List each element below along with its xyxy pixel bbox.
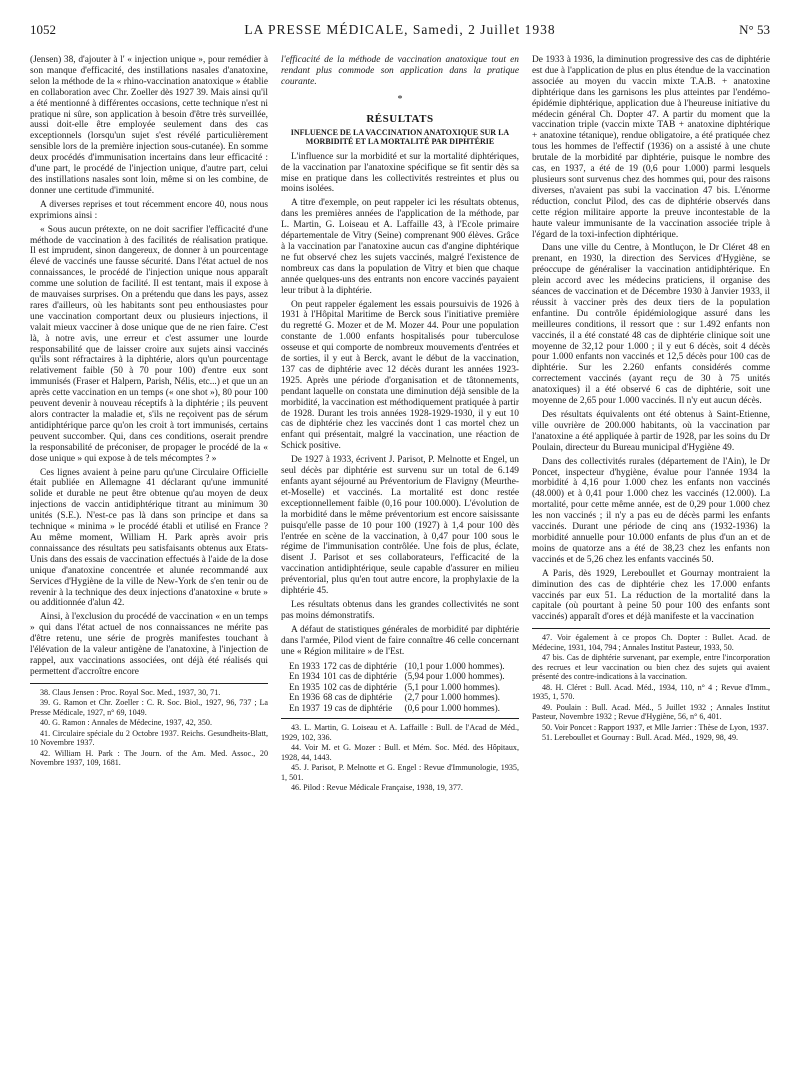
table-cell: 172 cas de diphtérie bbox=[323, 660, 397, 671]
section-separator: * bbox=[397, 93, 403, 105]
table-row bbox=[289, 661, 515, 672]
footnote: 47 bis. Cas de diphtérie survenant, par exemple, entre l'incorporation des recrues et leur vaccination ou bien chez des sujets qui avaient présenté des contre-indications à la vaccination. bbox=[532, 653, 770, 682]
table-cell: (5,94 pour 1.000 hommes). bbox=[404, 671, 505, 681]
footnote: 49. Poulain : Bull. Acad. Méd., 5 Juillet 1932 ; Annales Institut Pasteur, Novembre 1932 ; Revue d'Hygiène, 56, n° 6, 401. bbox=[532, 702, 770, 722]
table-cell: En 1933 bbox=[289, 660, 320, 671]
table-cell: 102 cas de diphtérie bbox=[323, 681, 397, 692]
table-cell: 19 cas de diphtérie bbox=[323, 702, 393, 713]
footnote: 41. Circulaire spéciale du 2 Octobre 1937. Reichs. Gesundheits-Blatt, 10 Novembre 1937. bbox=[30, 728, 268, 748]
quote-paragraph: « Sous aucun prétexte, on ne doit sacrifier l'efficacité d'une méthode de vaccination à des facilités de réalisation pratique. Il est imprudent, sinon dangereux, de donner à un pourcentage élevé de vaccinés une fausse sécurité. Dans l'état actuel de nos connaissances, le procédé de l'injection unique nous apparaît comme une solution de facilité. Il est tentant, mais il expose à de mauvaises surprises. On a prétendu que dans les pays, assez rares d'ailleurs, où les habitants sont peu enthousiastes pour une vaccination comportant deux ou plusieurs injections, il valait mieux vacciner à dose unique que de ne rien faire. C'est là, à notre avis, une erreur et c'est assumer une lourde responsabilité que de laisser croire aux sujets ainsi vaccinés qu'ils sont réfractaires à la diphtérie, alors qu'un pourcentage relativement faible (50 à 70 pour 100) d'entre eux sont immunisés (Fraser et Halpern, Parish, Nélis, etc...) et que un an après cette vaccination en un temps (« one shot »), 80 pour 100 peuvent devenir à nouveau réceptifs à la diphtérie ; ils peuvent alors contracter la maladie et, s'ils ne reçoivent pas de sérum antidiphtérique parce qu'on les croit à tort immunisés, certains peuvent succomber. Qui, dans ces conditions, oserait prendre la responsabilité de préconiser, de propager le procédé de la « dose unique » qui expose à de tels mécomptes ? » bbox=[30, 224, 268, 464]
table-row bbox=[289, 692, 515, 703]
table-row bbox=[289, 671, 515, 682]
footnote-rule bbox=[30, 683, 268, 684]
table-cell: En 1937 bbox=[289, 702, 320, 713]
footnote: 43. L. Martin, G. Loiseau et A. Laffaille : Bull. de l'Acad de Méd., 1929, 102, 336. bbox=[281, 723, 519, 742]
section-heading: RÉSULTATS bbox=[366, 112, 434, 125]
paragraph: A diverses reprises et tout récemment encore 40, nous nous exprimions ainsi : bbox=[30, 199, 268, 221]
footnote-rule bbox=[532, 628, 770, 629]
paragraph: De 1933 à 1936, la diminution progressive des cas de diphtérie est due à l'application de plus en plus étendue de la vaccination associée au moyen du vaccin mixte T.A.B. + anatoxine diphtérique dans les garnisons les plus atteintes par l'endémo-épidémie diphtérique, application due à l'heureuse initiative du médecin général Ch. Dopter 47. A partir du moment que la vaccination triple (vaccin mixte TAB + anatoxine diphtérique + anatoxine tétanique), rendue obligatoire, a été pratiquée chez tous les hommes de l'effectif (1936) on a assisté à une chute brutale de la morbidité par diphtérie, puisque le nombre des cas, en 1937, a été de 19 (0,6 pour 1.000) parmi lesquels plusieurs sont survenus chez des hommes qui, pour des raisons diverses, n'avaient pas subi la vaccination 47 bis. L'énorme réduction, conclut Pilod, des cas de diphtérie observés dans cette région militaire apporte la preuve incontestable de la haute valeur immunisante de la vaccination associée triple à l'égard de la toxi-infection diphtérique. bbox=[532, 55, 770, 240]
table-cell: (2,7 pour 1.000 hommes). bbox=[404, 692, 500, 702]
paragraph: A titre d'exemple, on peut rappeler ici les résultats obtenus, dans les premières années de l'application de la méthode, par L. Martin, G. Loiseau et A. Laffaille 43, à l'Ecole primaire départementale de Vitry (Seine) comprenant 900 élèves. Grâce à la vaccination par l'anatoxine aucun cas d'angine diphtérique ne fut observé chez les sujets vaccinés, malgré l'existence de nombreux cas dans la population de Vitry et bien que chaque année quelques-uns des entrants non encore vaccinés payaient leur tribut à la diphtérie. bbox=[281, 198, 519, 296]
paragraph: On peut rappeler également les essais poursuivis de 1926 à 1931 à l'Hôpital Maritime de Berck sous l'initiative première du regretté G. Mozer et de M. Mozer 44. Pour une population constante de 1.000 enfants hospitalisés pour tuberculose osseuse et qui comporte de nombreux mouvements d'entrées et de sorties, il y eut à Berck, avant le début de la vaccination, 137 cas de diphtérie avec 12 décès durant les années 1923-1925. Après une période d'organisation et de tâtonnements, pendant laquelle on constata une diminution déjà sensible de la morbidité, la vaccination est méthodiquement pratiquée à partir de 1928. Durant les trois années 1928-1929-1930, il y eut 10 cas de diphtérie chez les vaccinés dont 1 cas mortel chez un enfant qui présentait, malgré la vaccination, une réaction de Schick positive. bbox=[281, 299, 519, 452]
paragraph: (Jensen) 38, d'ajouter à l' « injection unique », pour remédier à son manque d'efficacité, des instillations nasales d'anatoxine, selon la méthode de la « rhino-vaccination anatoxique » établie en collaboration avec Chr. Zoeller dès 1927 39. Mais ainsi qu'il a été mentionné à différentes occasions, cette technique n'est ni pratique ni sûre, son application à besoin d'être très surveillée, aussi doit-elle être employée seulement dans des cas exceptionnels (lorsqu'un sujet s'est révélé particulièrement sensible lors de la première injection sous-cutanée). En somme deux procédés d'immunisation incertains dans leur efficacité : d'une part, le procédé de l'injection unique, d'autre part, celui des instillations nasales sont loin, même si on les combine, de donner une certitude d'immunité. bbox=[30, 55, 268, 196]
footnote: 39. G. Ramon et Chr. Zoeller : C. R. Soc. Biol., 1927, 96, 737 ; La Presse Médicale, 1927, n° 69, 1049. bbox=[30, 698, 268, 717]
paragraph: Ces lignes avaient à peine paru qu'une Circulaire Officielle était publiée en Allemagne 41 déclarant qu'une immunité solide et durable ne peut être obtenue qu'au moyen de deux injections de vaccin antidiphtérique titrant au minimum 30 unités (S.E.). N'est-ce pas là dans son principe et dans sa technique « minima » le procédé établi et utilisé en France ? Au même moment, William H. Park après avoir pris connaissance des résultats peu satisfaisants obtenus aux Etats-Unis dans des essais de vaccination effectués à l'aide de la dose unique d'anatoxine concentrée et alunée recommandé aux Services d'Hygiène de la ville de New-York de s'en tenir ou de revenir à la technique des deux injections d'anatoxine « brute » ou additionnée d'alun 42. bbox=[30, 467, 268, 609]
column-2 bbox=[281, 55, 519, 1060]
table-row bbox=[289, 682, 515, 693]
footnotes bbox=[532, 633, 770, 743]
footnote: 42. William H. Park : The Journ. of the Am. Med. Assoc., 20 Novembre 1937, 109, 1681. bbox=[30, 748, 268, 768]
footnote-rule bbox=[281, 718, 519, 719]
table-row bbox=[289, 703, 515, 714]
paragraph: Dans une ville du Centre, à Montluçon, le Dr Cléret 48 en prenant, en 1930, la direction des Services d'Hygiène, se préoccupe de généraliser la vaccination antidiphtérique. En plein accord avec les médecins praticiens, il organise des séances de vaccination et de Décembre 1930 à Janvier 1933, il réussit à vacciner près des deux tiers de la population enfantine. Du contrôle épidémiologique assuré dans les meilleures conditions, il ressort que : sur 1.492 enfants non vaccinés, il a été constaté 48 cas de diphtérie clinique soit une moyenne de 32,12 pour 1.000 ; il y eut 6 décès, soit 4 décès pour 1.000 enfants non vaccinés et 12,5 décès pour 100 cas de diphtérie. Sur les 2.260 enfants considérés comme correctement vaccinés (ayant reçu de 30 à 75 unités anatoxiques) il a été observé 6 cas de diphtérie, soit une moyenne de 2,65 pour 1.000 vaccinés. Il n'y eut aucun décès. bbox=[532, 243, 770, 407]
footnote: 50. Voir Poncet : Rapport 1937, et Mlle Jarrier : Thèse de Lyon, 1937. bbox=[542, 722, 769, 732]
footnotes bbox=[30, 688, 268, 768]
paragraph: A défaut de statistiques générales de morbidité par diphtérie dans l'armée, Pilod vient de faire connaître 46 celle concernant une « Région militaire » de l'Est. bbox=[281, 624, 519, 657]
paragraph: Dans des collectivités rurales (département de l'Ain), le Dr Poncet, inspecteur d'hygiène, évalue pour l'année 1934 la morbidité à 4,16 pour 1.000 chez les enfants non vaccinés (48.000) et à 0,41 pour 1.000 chez les vaccinés (12.000). La mortalité, pour cette même année, est de 0,29 pour 1.000 chez les non vaccinés ; il n'y a pas eu de décès parmi les enfants vaccinés. Durant une période de cinq ans (1932-1936) la morbidité annuelle pour 10.000 enfants de plus d'un an et de moins de quatorze ans a été de 38,23 chez les enfants non vaccinés et de 5,26 chez les enfants vaccinés 50. bbox=[532, 456, 770, 565]
table-cell: En 1934 bbox=[289, 671, 320, 681]
page-number: 1052 bbox=[30, 22, 56, 37]
paragraph: A Paris, dès 1929, Lereboullet et Gournay montraient la diminution des cas de diphtérie chez les 17.000 enfants vaccinés par eux 51. La réduction de la mortalité dans la capitale (où pourtant à peine 50 pour 100 des enfants sont vaccinés) apparaît d'ores et déjà manifeste et la vaccination bbox=[532, 568, 770, 623]
diphtheria-cases-table bbox=[289, 661, 515, 714]
footnote: 44. Voir M. et G. Mozer : Bull. et Mém. Soc. Méd. des Hôpitaux, 1928, 44, 1443. bbox=[281, 743, 519, 762]
page-header bbox=[30, 22, 770, 40]
table-cell: (5,1 pour 1.000 hommes). bbox=[404, 681, 500, 692]
table-cell: 101 cas de diphtérie bbox=[323, 671, 397, 681]
table-cell: (0,6 pour 1.000 hommes). bbox=[404, 702, 500, 713]
table-cell: En 1936 bbox=[289, 692, 320, 702]
footnotes bbox=[281, 723, 519, 793]
column-1 bbox=[30, 55, 268, 1060]
paragraph: L'influence sur la morbidité et sur la mortalité diphtériques, de la vaccination par l'anatoxine spécifique se fit sentir dès sa mise en pratique dans les collectivités restreintes et plus ou moins isolées. bbox=[281, 151, 519, 195]
footnote: 38. Claus Jensen : Proc. Royal Soc. Med., 1937, 30, 71. bbox=[40, 687, 221, 697]
paragraph: De 1927 à 1933, écrivent J. Parisot, P. Melnotte et Engel, un seul décès par diphtérie est survenu sur un total de 6.149 enfants ayant séjourné au Préventorium de Flavigny (Meurthe-et-Moselle) et vaccinés. La mortalité est donc restée exceptionnellement faible (0,16 pour 100.000). L'évolution de la morbidité dans le même préventorium est encore saisissante puisqu'elle passe de 10 pour 100 (1927) à 1,4 pour 100 dès l'entrée en scène de la vaccination, à 0,47 pour 100 sous le régime de l'immunisation contrôlée. Une fois de plus, éclate, disent J. Parisot et ses collaborateurs, l'efficacité de la vaccination antidiphtérique, seule capable d'assurer en milieu préventorial, plus qu'en tout autre encore, la prophylaxie de la diphtérie 45. bbox=[281, 455, 519, 597]
footnote: 47. Voir également à ce propos Ch. Dopter : Bullet. Acad. de Médecine, 1931, 104, 794 ; Annales Institut Pasteur, 1933, 50. bbox=[532, 633, 770, 652]
table-cell: (10,1 pour 1.000 hommes). bbox=[404, 660, 505, 671]
footnote: 51. Lereboullet et Gournay : Bull. Acad. Méd., 1929, 98, 49. bbox=[542, 733, 739, 743]
paragraph: Des résultats équivalents ont été obtenus à Saint-Etienne, ville ouvrière de 200.000 habitants, où la vaccination par l'anatoxine a été appliquée à partir de 1928, par les soins du Dr Poulain, directeur du Bureau municipal d'Hygiène 49. bbox=[532, 410, 770, 453]
paragraph: Les résultats obtenus dans les grandes collectivités ne sont pas moins démonstratifs. bbox=[281, 599, 519, 621]
footnote: 48. H. Cléret : Bull. Acad. Méd., 1934, 110, n° 4 ; Revue d'Imm., 1935, 1, 570. bbox=[532, 682, 770, 702]
footnote: 45. J. Parisot, P. Melnotte et G. Engel : Revue d'Immunologie, 1935, 1, 501. bbox=[281, 763, 519, 782]
column-3 bbox=[532, 55, 770, 1060]
table-cell: 68 cas de diphtérie bbox=[323, 692, 393, 702]
footnote: 46. Pilod : Revue Médicale Française, 1938, 19, 377. bbox=[291, 783, 463, 792]
paragraph: l'efficacité de la méthode de vaccination anatoxique tout en rendant plus commode son application dans la pratique courante. bbox=[281, 55, 519, 87]
issue-number: N° 53 bbox=[739, 22, 770, 37]
paragraph: Ainsi, à l'exclusion du procédé de vaccination « en un temps » qui dans l'état actuel de nos connaissances ne mérite pas d'être retenu, une série de progrès manifestes touchant à l'élévation de la valeur antigène de l'anatoxine, à l'injection de rappel, aux vaccinations associées, ont déjà été réalisés qui permettent d'accroître encore bbox=[30, 612, 268, 677]
section-subheading: INFLUENCE DE LA VACCINATION ANATOXIQUE SUR LA MORBIDITÉ ET LA MORTALITÉ PAR DIPHTÉRIE bbox=[290, 127, 510, 147]
table-cell: En 1935 bbox=[289, 681, 320, 692]
footnote: 40. G. Ramon : Annales de Médecine, 1937, 42, 350. bbox=[40, 718, 212, 728]
journal-title: LA PRESSE MÉDICALE, Samedi, 2 Juillet 1938 bbox=[244, 22, 556, 37]
